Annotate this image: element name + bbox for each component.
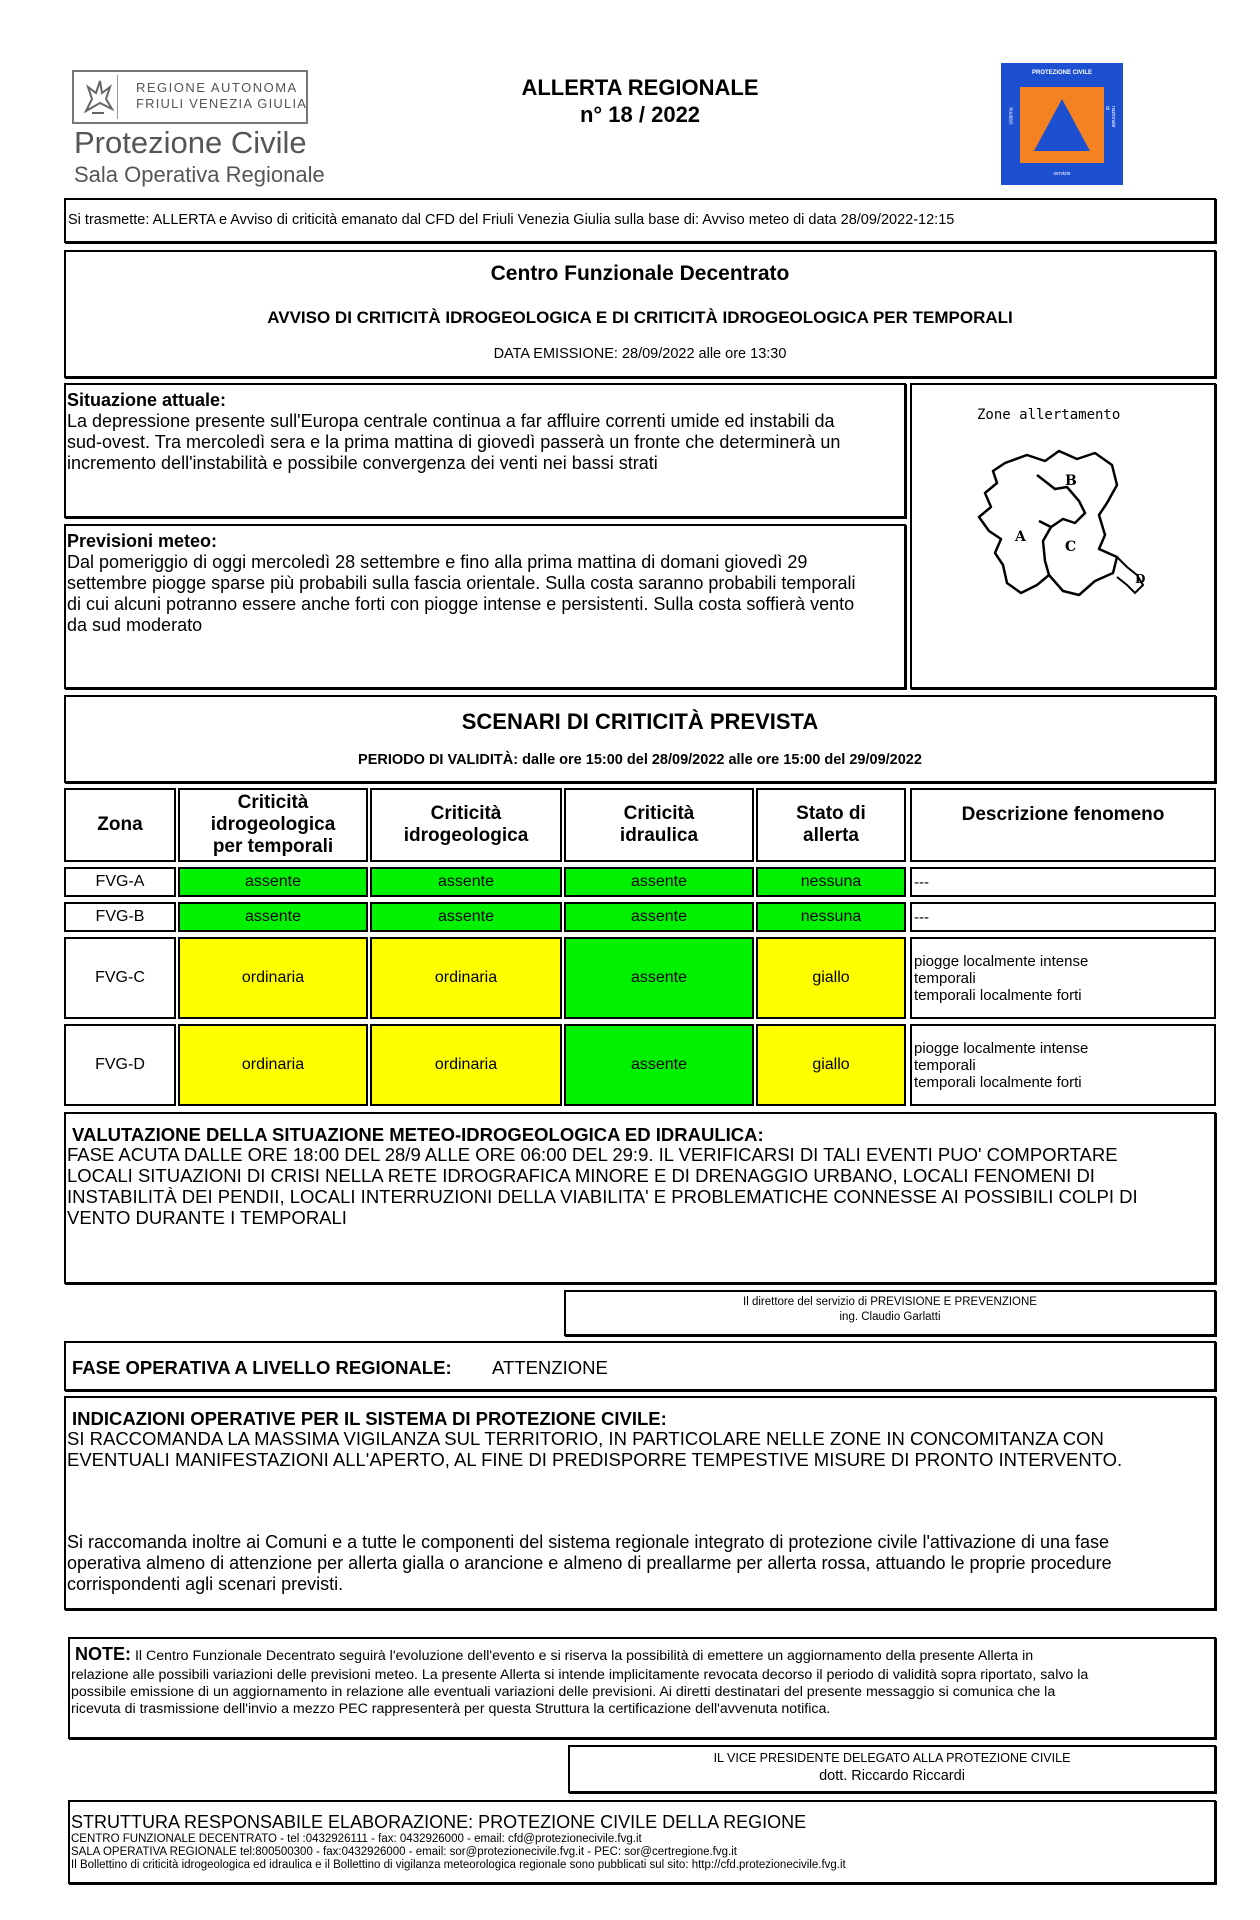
table-cell-hydraulic: assente xyxy=(564,937,754,1019)
table-cell-hydraulic: assente xyxy=(564,867,754,897)
logo-line2: FRIULI VENEZIA GIULIA xyxy=(136,96,308,111)
forecast-line-1: Dal pomeriggio di oggi mercoledì 28 settembre e fino alla prima mattina di domani giovedì 29 xyxy=(67,552,808,572)
cfd-subtitle: AVVISO DI CRITICITÀ IDROGEOLOGICA E DI CRITICITÀ IDROGEOLOGICA PER TEMPORALI xyxy=(267,308,1013,327)
table-cell-hydrogeological: ordinaria xyxy=(370,1024,562,1106)
situation-label: Situazione attuale: xyxy=(67,390,227,410)
civil-protection-badge xyxy=(1001,63,1123,185)
operative-phase-box xyxy=(64,1341,1216,1391)
regional-logo xyxy=(70,70,325,188)
footer-line-2: SALA OPERATIVA REGIONALE tel:800500300 - fax:0432926000 - email: sor@protezionecivile.fvg.it - PEC: sor@certregione.fvg.it xyxy=(71,1846,737,1858)
description-line: --- xyxy=(914,908,929,926)
footer-line-1: CENTRO FUNZIONALE DECENTRATO - tel :0432926111 - fax: 0432926000 - email: cfd@protezionecivile.fvg.it xyxy=(71,1833,642,1845)
table-cell-storm: ordinaria xyxy=(178,1024,368,1106)
col-header-alert-state: Stato di allerta xyxy=(756,788,906,862)
forecast-box xyxy=(64,524,906,689)
document-number: n° 18 / 2022 xyxy=(579,102,701,127)
note-line-4: ricevuta di trasmissione dell'invio a mezzo PEC rappresenterà per questa Struttura la certificazione dell'avvenuta notifica. xyxy=(71,1701,831,1717)
table-cell-alert-state: nessuna xyxy=(756,902,906,932)
zone-label-b: B xyxy=(1065,473,1077,489)
zone-label-c: C xyxy=(1065,539,1077,555)
cfd-box xyxy=(64,250,1216,378)
table-cell-alert-state: giallo xyxy=(756,937,906,1019)
description-line: temporali localmente forti xyxy=(914,1073,1082,1091)
warning-triangle-icon xyxy=(1012,81,1112,167)
vice-president-signature-box xyxy=(568,1745,1216,1793)
table-row-zone: FVG-D xyxy=(64,1024,176,1106)
footer-line-3: Il Bollettino di criticità idrogeologica ed idraulica e il Bollettino di vigilanza meteorologica regionale sono pubblicati sul sito: http://cfd.protezionecivile.fvg.it xyxy=(71,1859,846,1871)
col-header-hydraulic: Criticità idraulica xyxy=(564,788,754,862)
table-cell-storm: assente xyxy=(178,867,368,897)
badge-bottom-text: servizio xyxy=(1053,171,1071,177)
evaluation-line-1: FASE ACUTA DALLE ORE 18:00 DEL 28/9 ALLE ORE 06:00 DEL 29:9. IL VERIFICARSI DI TALI EVENTI PUO' COMPORTARE xyxy=(67,1144,1118,1165)
indications-label: INDICAZIONI OPERATIVE PER IL SISTEMA DI PROTEZIONE CIVILE: xyxy=(72,1408,667,1429)
logo-title: Protezione Civile xyxy=(74,125,307,160)
table-cell-hydrogeological: assente xyxy=(370,867,562,897)
document-title: ALLERTA REGIONALE xyxy=(521,75,759,100)
badge-left-text: sistema xyxy=(1008,107,1015,125)
description-line: temporali xyxy=(914,1056,976,1074)
col-header-zone: Zona xyxy=(64,788,176,862)
description-line: temporali xyxy=(914,969,976,987)
forecast-line-4: da sud moderato xyxy=(67,615,203,635)
table-row-zone: FVG-A xyxy=(64,867,176,897)
table-row-zone: FVG-C xyxy=(64,937,176,1019)
operative-phase-label: FASE OPERATIVA A LIVELLO REGIONALE: xyxy=(72,1357,452,1378)
indications-note-line-2: operativa almeno di attenzione per allerta gialla o arancione e almeno di preallarme per allerta rossa, attuando le proprie procedure xyxy=(67,1553,1112,1573)
situation-line-2: sud-ovest. Tra mercoledì sera e la prima mattina di giovedì passerà un fronte che determinerà un xyxy=(67,432,841,452)
situation-line-1: La depressione presente sull'Europa centrale continua a far affluire correnti umide ed instabili da xyxy=(67,411,835,431)
table-cell-description xyxy=(910,867,1216,897)
vice-president-name: dott. Riccardo Riccardi xyxy=(819,1768,965,1784)
table-cell-hydrogeological: ordinaria xyxy=(370,937,562,1019)
logo-subtitle: Sala Operativa Regionale xyxy=(74,162,325,187)
forecast-line-2: settembre piogge sparse più probabili sulla fascia orientale. Sulla costa saranno probabili temporali xyxy=(67,573,856,593)
scenarios-box xyxy=(64,695,1216,783)
scenarios-validity: PERIODO DI VALIDITÀ: dalle ore 15:00 del 28/09/2022 alle ore 15:00 del 29/09/2022 xyxy=(358,752,922,768)
table-cell-storm: assente xyxy=(178,902,368,932)
note-label: NOTE: xyxy=(75,1644,131,1664)
table-cell-description xyxy=(910,937,1216,1019)
indications-note-line-1: Si raccomanda inoltre ai Comuni e a tutte le componenti del sistema regionale integrato di protezione civile l'attivazione di una fase xyxy=(67,1532,1110,1552)
col-header-hydrogeological: Criticità idrogeologica xyxy=(370,788,562,862)
table-cell-description xyxy=(910,902,1216,932)
note-line-3: possibile emissione di un aggiornamento in relazione alle eventuali variazioni delle previsioni. Ai diretti destinatari del presente messaggio si comunica che la xyxy=(71,1684,1056,1700)
transmit-text: Si trasmette: ALLERTA e Avviso di criticità emanato dal CFD del Friuli Venezia Giulia sulla base di: Avviso meteo di data 28/09/2022-12:15 xyxy=(68,212,955,228)
footer-box xyxy=(68,1800,1216,1884)
transmit-box xyxy=(64,198,1216,243)
eagle-icon xyxy=(78,75,118,119)
description-line: --- xyxy=(914,873,929,891)
description-line: temporali localmente forti xyxy=(914,986,1082,1004)
evaluation-line-3: INSTABILITÀ DEI PENDII, LOCALI INTERRUZIONI DELLA VIABILITA' E PROBLEMATICHE CONNESSE AI POSSIBILI COLPI DI xyxy=(67,1186,1138,1207)
logo-line1: REGIONE AUTONOMA xyxy=(136,80,298,95)
table-row-zone: FVG-B xyxy=(64,902,176,932)
operative-indications-box xyxy=(64,1396,1216,1610)
table-cell-alert-state: nessuna xyxy=(756,867,906,897)
col-header-description: Descrizione fenomeno xyxy=(910,788,1216,862)
vice-president-role: IL VICE PRESIDENTE DELEGATO ALLA PROTEZIONE CIVILE xyxy=(713,1751,1071,1765)
description-line: piogge localmente intense xyxy=(914,1039,1089,1057)
cfd-title: Centro Funzionale Decentrato xyxy=(490,262,790,285)
indications-line-1: SI RACCOMANDA LA MASSIMA VIGILANZA SUL TERRITORIO, IN PARTICOLARE NELLE ZONE IN CONCOMITANZA CON xyxy=(67,1428,1104,1449)
zone-label-a: A xyxy=(1015,529,1026,545)
zones-map-drawing xyxy=(967,445,1157,630)
indications-line-2: EVENTUALI MANIFESTAZIONI ALL'APERTO, AL FINE DI PREDISPORRE TEMPESTIVE MISURE DI PRONTO INTERVENTO. xyxy=(67,1449,1123,1470)
logo-emblem-box xyxy=(72,70,308,124)
situation-line-3: incremento dell'instabilità e possibile convergenza dei venti nei bassi strati xyxy=(67,453,658,473)
note-box xyxy=(68,1637,1216,1739)
operative-phase-value: ATTENZIONE xyxy=(492,1357,608,1378)
col-header-storm-criticality: Criticità idrogeologica per temporali xyxy=(178,788,368,862)
note-first-line xyxy=(75,1645,1033,1665)
alert-zones-map xyxy=(910,383,1216,689)
table-cell-hydraulic: assente xyxy=(564,902,754,932)
badge-right-text: nazionale di xyxy=(1104,106,1116,128)
evaluation-line-4: VENTO DURANTE I TEMPORALI xyxy=(67,1207,347,1228)
forecast-line-3: di cui alcuni potranno essere anche forti con piogge intense e persistenti. Sulla costa soffierà vento xyxy=(67,594,855,614)
indications-note-line-3: corrispondenti agli scenari previsti. xyxy=(67,1574,344,1594)
table-cell-description xyxy=(910,1024,1216,1106)
director-signature-box xyxy=(564,1290,1216,1336)
zone-label-d: D xyxy=(1135,572,1146,586)
table-cell-alert-state: giallo xyxy=(756,1024,906,1106)
table-cell-hydrogeological: assente xyxy=(370,902,562,932)
note-line-1: Il Centro Funzionale Decentrato seguirà l'evoluzione dell'evento e si riserva la possibilità di emettere un aggiornamento della presente Allerta in xyxy=(134,1648,1034,1664)
cfd-emission-date: DATA EMISSIONE: 28/09/2022 alle ore 13:30 xyxy=(493,346,787,362)
evaluation-line-2: LOCALI SITUAZIONI DI CRISI NELLA RETE IDROGRAFICA MINORE E DI DRENAGGIO URBANO, LOCALI FENOMENI DI xyxy=(67,1165,1095,1186)
map-title: Zone allertamento xyxy=(977,407,1121,423)
situation-box xyxy=(64,383,906,518)
table-cell-hydraulic: assente xyxy=(564,1024,754,1106)
scenarios-title: SCENARI DI CRITICITÀ PREVISTA xyxy=(461,709,819,734)
description-line: piogge localmente intense xyxy=(914,952,1089,970)
director-role: Il direttore del servizio di PREVISIONE E PREVENZIONE xyxy=(743,1296,1037,1308)
forecast-label: Previsioni meteo: xyxy=(67,531,218,551)
note-line-2: relazione alle possibili variazioni delle previsioni meteo. La presente Allerta si intende implicitamente revocata decorso il periodo di validità sopra riportato, salvo la xyxy=(71,1667,1089,1683)
evaluation-label: VALUTAZIONE DELLA SITUAZIONE METEO-IDROGEOLOGICA ED IDRAULICA: xyxy=(72,1124,764,1145)
badge-top-text: PROTEZIONE CIVILE xyxy=(1031,70,1092,76)
table-cell-storm: ordinaria xyxy=(178,937,368,1019)
director-name: ing. Claudio Garlatti xyxy=(839,1311,941,1323)
footer-title: STRUTTURA RESPONSABILE ELABORAZIONE: PROTEZIONE CIVILE DELLA REGIONE xyxy=(71,1812,807,1832)
evaluation-box xyxy=(64,1112,1216,1284)
